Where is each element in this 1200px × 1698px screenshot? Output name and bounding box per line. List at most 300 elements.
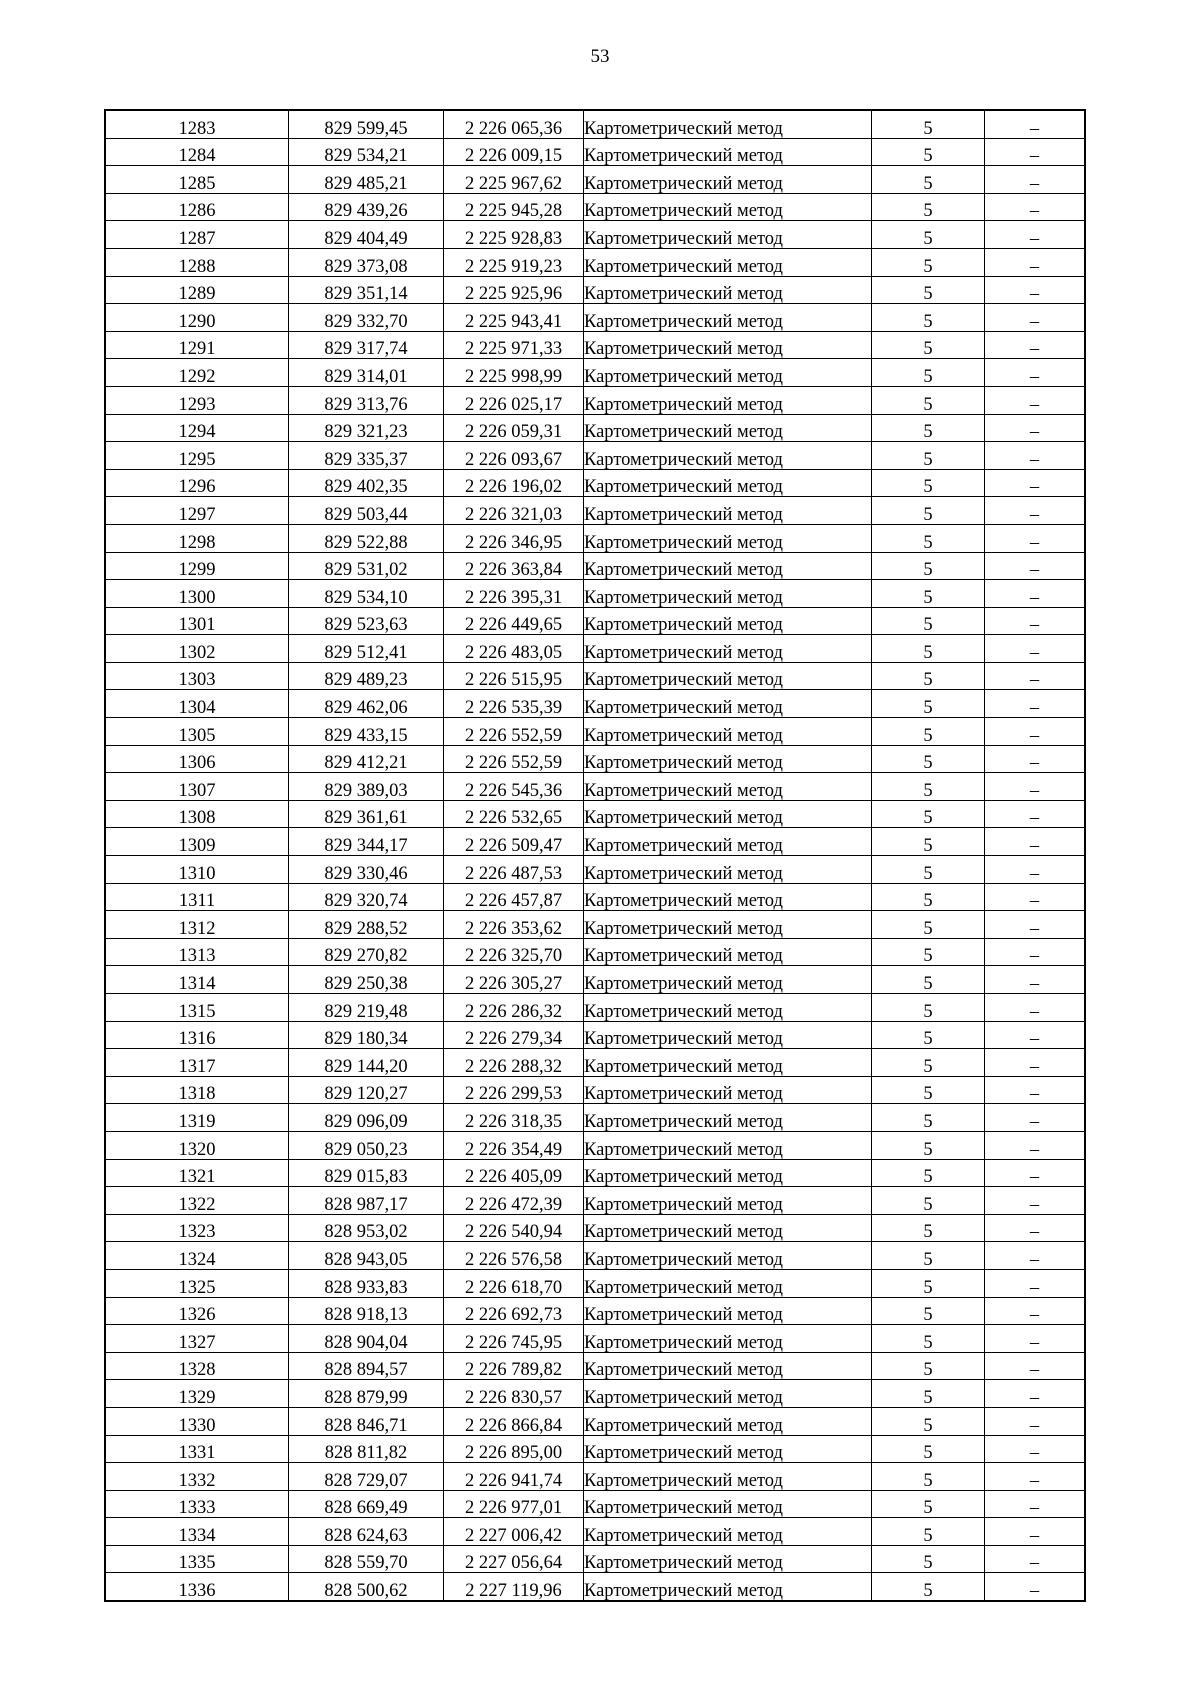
point-number-cell: 1327 bbox=[105, 1325, 289, 1353]
y-coordinate-cell: 2 225 945,28 bbox=[444, 193, 584, 221]
accuracy-cell: 5 bbox=[872, 773, 985, 801]
table-row bbox=[105, 1187, 1085, 1215]
method-cell: Картометрический метод bbox=[584, 1076, 872, 1104]
table-row bbox=[105, 552, 1085, 580]
description-cell: – bbox=[985, 276, 1086, 304]
description-cell: – bbox=[985, 828, 1086, 856]
table-row bbox=[105, 386, 1085, 414]
point-number-cell: 1334 bbox=[105, 1518, 289, 1546]
accuracy-cell: 5 bbox=[872, 166, 985, 194]
x-coordinate-cell: 829 180,34 bbox=[289, 1021, 444, 1049]
table-row bbox=[105, 414, 1085, 442]
x-coordinate-cell: 828 894,57 bbox=[289, 1352, 444, 1380]
table-row bbox=[105, 580, 1085, 608]
y-coordinate-cell: 2 226 692,73 bbox=[444, 1297, 584, 1325]
x-coordinate-cell: 829 344,17 bbox=[289, 828, 444, 856]
table-row bbox=[105, 1407, 1085, 1435]
x-coordinate-cell: 828 987,17 bbox=[289, 1187, 444, 1215]
point-number-cell: 1291 bbox=[105, 331, 289, 359]
point-number-cell: 1326 bbox=[105, 1297, 289, 1325]
point-number-cell: 1310 bbox=[105, 856, 289, 884]
description-cell: – bbox=[985, 994, 1086, 1022]
method-cell: Картометрический метод bbox=[584, 994, 872, 1022]
method-cell: Картометрический метод bbox=[584, 1407, 872, 1435]
method-cell: Картометрический метод bbox=[584, 1242, 872, 1270]
method-cell: Картометрический метод bbox=[584, 1297, 872, 1325]
table-row bbox=[105, 1380, 1085, 1408]
description-cell: – bbox=[985, 1325, 1086, 1353]
point-number-cell: 1283 bbox=[105, 110, 289, 138]
y-coordinate-cell: 2 226 789,82 bbox=[444, 1352, 584, 1380]
accuracy-cell: 5 bbox=[872, 386, 985, 414]
x-coordinate-cell: 829 330,46 bbox=[289, 856, 444, 884]
table-row bbox=[105, 745, 1085, 773]
x-coordinate-cell: 829 270,82 bbox=[289, 938, 444, 966]
y-coordinate-cell: 2 226 941,74 bbox=[444, 1463, 584, 1491]
coordinates-table bbox=[104, 109, 1086, 1602]
table-row bbox=[105, 1049, 1085, 1077]
y-coordinate-cell: 2 226 830,57 bbox=[444, 1380, 584, 1408]
point-number-cell: 1321 bbox=[105, 1159, 289, 1187]
accuracy-cell: 5 bbox=[872, 1380, 985, 1408]
method-cell: Картометрический метод bbox=[584, 1131, 872, 1159]
description-cell: – bbox=[985, 497, 1086, 525]
point-number-cell: 1304 bbox=[105, 690, 289, 718]
point-number-cell: 1309 bbox=[105, 828, 289, 856]
y-coordinate-cell: 2 226 025,17 bbox=[444, 386, 584, 414]
point-number-cell: 1293 bbox=[105, 386, 289, 414]
y-coordinate-cell: 2 226 288,32 bbox=[444, 1049, 584, 1077]
point-number-cell: 1297 bbox=[105, 497, 289, 525]
x-coordinate-cell: 829 321,23 bbox=[289, 414, 444, 442]
table-row bbox=[105, 856, 1085, 884]
table-row bbox=[105, 1021, 1085, 1049]
method-cell: Картометрический метод bbox=[584, 304, 872, 332]
method-cell: Картометрический метод bbox=[584, 690, 872, 718]
accuracy-cell: 5 bbox=[872, 442, 985, 470]
description-cell: – bbox=[985, 359, 1086, 387]
description-cell: – bbox=[985, 1573, 1086, 1601]
accuracy-cell: 5 bbox=[872, 1435, 985, 1463]
description-cell: – bbox=[985, 800, 1086, 828]
point-number-cell: 1332 bbox=[105, 1463, 289, 1491]
point-number-cell: 1320 bbox=[105, 1131, 289, 1159]
coordinates-table-body bbox=[105, 110, 1085, 1601]
method-cell: Картометрический метод bbox=[584, 1187, 872, 1215]
description-cell: – bbox=[985, 1490, 1086, 1518]
x-coordinate-cell: 828 933,83 bbox=[289, 1269, 444, 1297]
x-coordinate-cell: 829 335,37 bbox=[289, 442, 444, 470]
table-row bbox=[105, 607, 1085, 635]
y-coordinate-cell: 2 225 928,83 bbox=[444, 221, 584, 249]
table-row bbox=[105, 1573, 1085, 1601]
point-number-cell: 1317 bbox=[105, 1049, 289, 1077]
description-cell: – bbox=[985, 1131, 1086, 1159]
x-coordinate-cell: 829 314,01 bbox=[289, 359, 444, 387]
accuracy-cell: 5 bbox=[872, 1407, 985, 1435]
accuracy-cell: 5 bbox=[872, 1269, 985, 1297]
table-row bbox=[105, 966, 1085, 994]
description-cell: – bbox=[985, 1076, 1086, 1104]
table-row bbox=[105, 193, 1085, 221]
table-row bbox=[105, 1242, 1085, 1270]
description-cell: – bbox=[985, 773, 1086, 801]
accuracy-cell: 5 bbox=[872, 110, 985, 138]
y-coordinate-cell: 2 225 919,23 bbox=[444, 248, 584, 276]
accuracy-cell: 5 bbox=[872, 221, 985, 249]
y-coordinate-cell: 2 226 552,59 bbox=[444, 745, 584, 773]
x-coordinate-cell: 829 120,27 bbox=[289, 1076, 444, 1104]
y-coordinate-cell: 2 226 745,95 bbox=[444, 1325, 584, 1353]
description-cell: – bbox=[985, 1159, 1086, 1187]
description-cell: – bbox=[985, 1463, 1086, 1491]
description-cell: – bbox=[985, 414, 1086, 442]
method-cell: Картометрический метод bbox=[584, 524, 872, 552]
table-row bbox=[105, 800, 1085, 828]
point-number-cell: 1318 bbox=[105, 1076, 289, 1104]
table-row bbox=[105, 304, 1085, 332]
method-cell: Картометрический метод bbox=[584, 773, 872, 801]
y-coordinate-cell: 2 226 457,87 bbox=[444, 883, 584, 911]
point-number-cell: 1335 bbox=[105, 1545, 289, 1573]
accuracy-cell: 5 bbox=[872, 1518, 985, 1546]
table-row bbox=[105, 1297, 1085, 1325]
y-coordinate-cell: 2 226 065,36 bbox=[444, 110, 584, 138]
method-cell: Картометрический метод bbox=[584, 138, 872, 166]
page-number: 53 bbox=[590, 46, 610, 67]
x-coordinate-cell: 828 904,04 bbox=[289, 1325, 444, 1353]
description-cell: – bbox=[985, 662, 1086, 690]
point-number-cell: 1301 bbox=[105, 607, 289, 635]
y-coordinate-cell: 2 226 483,05 bbox=[444, 635, 584, 663]
y-coordinate-cell: 2 226 895,00 bbox=[444, 1435, 584, 1463]
y-coordinate-cell: 2 226 449,65 bbox=[444, 607, 584, 635]
y-coordinate-cell: 2 226 353,62 bbox=[444, 911, 584, 939]
description-cell: – bbox=[985, 1269, 1086, 1297]
method-cell: Картометрический метод bbox=[584, 580, 872, 608]
accuracy-cell: 5 bbox=[872, 1076, 985, 1104]
method-cell: Картометрический метод bbox=[584, 1463, 872, 1491]
x-coordinate-cell: 829 485,21 bbox=[289, 166, 444, 194]
y-coordinate-cell: 2 226 346,95 bbox=[444, 524, 584, 552]
method-cell: Картометрический метод bbox=[584, 221, 872, 249]
description-cell: – bbox=[985, 552, 1086, 580]
y-coordinate-cell: 2 226 515,95 bbox=[444, 662, 584, 690]
point-number-cell: 1312 bbox=[105, 911, 289, 939]
description-cell: – bbox=[985, 166, 1086, 194]
x-coordinate-cell: 829 361,61 bbox=[289, 800, 444, 828]
accuracy-cell: 5 bbox=[872, 745, 985, 773]
description-cell: – bbox=[985, 248, 1086, 276]
y-coordinate-cell: 2 226 363,84 bbox=[444, 552, 584, 580]
y-coordinate-cell: 2 227 056,64 bbox=[444, 1545, 584, 1573]
point-number-cell: 1331 bbox=[105, 1435, 289, 1463]
y-coordinate-cell: 2 226 299,53 bbox=[444, 1076, 584, 1104]
method-cell: Картометрический метод bbox=[584, 966, 872, 994]
method-cell: Картометрический метод bbox=[584, 414, 872, 442]
y-coordinate-cell: 2 226 305,27 bbox=[444, 966, 584, 994]
point-number-cell: 1298 bbox=[105, 524, 289, 552]
method-cell: Картометрический метод bbox=[584, 1104, 872, 1132]
x-coordinate-cell: 829 412,21 bbox=[289, 745, 444, 773]
y-coordinate-cell: 2 225 943,41 bbox=[444, 304, 584, 332]
description-cell: – bbox=[985, 1214, 1086, 1242]
y-coordinate-cell: 2 226 552,59 bbox=[444, 718, 584, 746]
x-coordinate-cell: 828 811,82 bbox=[289, 1435, 444, 1463]
description-cell: – bbox=[985, 1435, 1086, 1463]
accuracy-cell: 5 bbox=[872, 497, 985, 525]
accuracy-cell: 5 bbox=[872, 1159, 985, 1187]
x-coordinate-cell: 828 500,62 bbox=[289, 1573, 444, 1601]
y-coordinate-cell: 2 225 971,33 bbox=[444, 331, 584, 359]
point-number-cell: 1314 bbox=[105, 966, 289, 994]
method-cell: Картометрический метод bbox=[584, 635, 872, 663]
x-coordinate-cell: 829 351,14 bbox=[289, 276, 444, 304]
accuracy-cell: 5 bbox=[872, 662, 985, 690]
point-number-cell: 1303 bbox=[105, 662, 289, 690]
y-coordinate-cell: 2 226 405,09 bbox=[444, 1159, 584, 1187]
x-coordinate-cell: 829 402,35 bbox=[289, 469, 444, 497]
description-cell: – bbox=[985, 938, 1086, 966]
point-number-cell: 1287 bbox=[105, 221, 289, 249]
method-cell: Картометрический метод bbox=[584, 469, 872, 497]
x-coordinate-cell: 829 320,74 bbox=[289, 883, 444, 911]
description-cell: – bbox=[985, 331, 1086, 359]
table-row bbox=[105, 1214, 1085, 1242]
description-cell: – bbox=[985, 110, 1086, 138]
x-coordinate-cell: 828 669,49 bbox=[289, 1490, 444, 1518]
method-cell: Картометрический метод bbox=[584, 166, 872, 194]
accuracy-cell: 5 bbox=[872, 331, 985, 359]
accuracy-cell: 5 bbox=[872, 1214, 985, 1242]
x-coordinate-cell: 828 879,99 bbox=[289, 1380, 444, 1408]
accuracy-cell: 5 bbox=[872, 1545, 985, 1573]
table-row bbox=[105, 718, 1085, 746]
point-number-cell: 1299 bbox=[105, 552, 289, 580]
x-coordinate-cell: 829 531,02 bbox=[289, 552, 444, 580]
table-row bbox=[105, 773, 1085, 801]
table-row bbox=[105, 497, 1085, 525]
accuracy-cell: 5 bbox=[872, 994, 985, 1022]
method-cell: Картометрический метод bbox=[584, 800, 872, 828]
method-cell: Картометрический метод bbox=[584, 1545, 872, 1573]
point-number-cell: 1333 bbox=[105, 1490, 289, 1518]
accuracy-cell: 5 bbox=[872, 883, 985, 911]
method-cell: Картометрический метод bbox=[584, 552, 872, 580]
description-cell: – bbox=[985, 469, 1086, 497]
table-row bbox=[105, 1131, 1085, 1159]
method-cell: Картометрический метод bbox=[584, 607, 872, 635]
description-cell: – bbox=[985, 635, 1086, 663]
method-cell: Картометрический метод bbox=[584, 745, 872, 773]
accuracy-cell: 5 bbox=[872, 1352, 985, 1380]
point-number-cell: 1315 bbox=[105, 994, 289, 1022]
y-coordinate-cell: 2 226 395,31 bbox=[444, 580, 584, 608]
point-number-cell: 1319 bbox=[105, 1104, 289, 1132]
accuracy-cell: 5 bbox=[872, 828, 985, 856]
point-number-cell: 1305 bbox=[105, 718, 289, 746]
point-number-cell: 1324 bbox=[105, 1242, 289, 1270]
point-number-cell: 1329 bbox=[105, 1380, 289, 1408]
description-cell: – bbox=[985, 718, 1086, 746]
point-number-cell: 1290 bbox=[105, 304, 289, 332]
accuracy-cell: 5 bbox=[872, 607, 985, 635]
accuracy-cell: 5 bbox=[872, 1104, 985, 1132]
y-coordinate-cell: 2 226 279,34 bbox=[444, 1021, 584, 1049]
accuracy-cell: 5 bbox=[872, 800, 985, 828]
description-cell: – bbox=[985, 1049, 1086, 1077]
description-cell: – bbox=[985, 524, 1086, 552]
method-cell: Картометрический метод bbox=[584, 1352, 872, 1380]
x-coordinate-cell: 829 096,09 bbox=[289, 1104, 444, 1132]
point-number-cell: 1336 bbox=[105, 1573, 289, 1601]
table-row bbox=[105, 1104, 1085, 1132]
description-cell: – bbox=[985, 1518, 1086, 1546]
method-cell: Картометрический метод bbox=[584, 1159, 872, 1187]
accuracy-cell: 5 bbox=[872, 1131, 985, 1159]
accuracy-cell: 5 bbox=[872, 635, 985, 663]
method-cell: Картометрический метод bbox=[584, 1435, 872, 1463]
y-coordinate-cell: 2 226 318,35 bbox=[444, 1104, 584, 1132]
x-coordinate-cell: 829 404,49 bbox=[289, 221, 444, 249]
accuracy-cell: 5 bbox=[872, 1049, 985, 1077]
x-coordinate-cell: 828 559,70 bbox=[289, 1545, 444, 1573]
accuracy-cell: 5 bbox=[872, 359, 985, 387]
point-number-cell: 1330 bbox=[105, 1407, 289, 1435]
description-cell: – bbox=[985, 883, 1086, 911]
table-row bbox=[105, 1325, 1085, 1353]
description-cell: – bbox=[985, 1545, 1086, 1573]
y-coordinate-cell: 2 226 977,01 bbox=[444, 1490, 584, 1518]
method-cell: Картометрический метод bbox=[584, 938, 872, 966]
method-cell: Картометрический метод bbox=[584, 1269, 872, 1297]
accuracy-cell: 5 bbox=[872, 1297, 985, 1325]
table-row bbox=[105, 248, 1085, 276]
table-row bbox=[105, 110, 1085, 138]
x-coordinate-cell: 829 144,20 bbox=[289, 1049, 444, 1077]
y-coordinate-cell: 2 226 509,47 bbox=[444, 828, 584, 856]
x-coordinate-cell: 828 943,05 bbox=[289, 1242, 444, 1270]
point-number-cell: 1285 bbox=[105, 166, 289, 194]
x-coordinate-cell: 828 624,63 bbox=[289, 1518, 444, 1546]
method-cell: Картометрический метод bbox=[584, 442, 872, 470]
description-cell: – bbox=[985, 1021, 1086, 1049]
y-coordinate-cell: 2 226 532,65 bbox=[444, 800, 584, 828]
table-row bbox=[105, 1463, 1085, 1491]
y-coordinate-cell: 2 226 325,70 bbox=[444, 938, 584, 966]
y-coordinate-cell: 2 226 354,49 bbox=[444, 1131, 584, 1159]
method-cell: Картометрический метод bbox=[584, 193, 872, 221]
y-coordinate-cell: 2 226 540,94 bbox=[444, 1214, 584, 1242]
method-cell: Картометрический метод bbox=[584, 497, 872, 525]
method-cell: Картометрический метод bbox=[584, 248, 872, 276]
method-cell: Картометрический метод bbox=[584, 1518, 872, 1546]
description-cell: – bbox=[985, 911, 1086, 939]
x-coordinate-cell: 828 846,71 bbox=[289, 1407, 444, 1435]
description-cell: – bbox=[985, 1297, 1086, 1325]
point-number-cell: 1288 bbox=[105, 248, 289, 276]
point-number-cell: 1286 bbox=[105, 193, 289, 221]
method-cell: Картометрический метод bbox=[584, 359, 872, 387]
table-row bbox=[105, 359, 1085, 387]
y-coordinate-cell: 2 225 998,99 bbox=[444, 359, 584, 387]
method-cell: Картометрический метод bbox=[584, 386, 872, 414]
y-coordinate-cell: 2 226 576,58 bbox=[444, 1242, 584, 1270]
description-cell: – bbox=[985, 442, 1086, 470]
accuracy-cell: 5 bbox=[872, 938, 985, 966]
y-coordinate-cell: 2 226 059,31 bbox=[444, 414, 584, 442]
description-cell: – bbox=[985, 1242, 1086, 1270]
table-row bbox=[105, 469, 1085, 497]
accuracy-cell: 5 bbox=[872, 690, 985, 718]
x-coordinate-cell: 829 250,38 bbox=[289, 966, 444, 994]
y-coordinate-cell: 2 226 093,67 bbox=[444, 442, 584, 470]
accuracy-cell: 5 bbox=[872, 966, 985, 994]
method-cell: Картометрический метод bbox=[584, 1325, 872, 1353]
accuracy-cell: 5 bbox=[872, 911, 985, 939]
description-cell: – bbox=[985, 607, 1086, 635]
description-cell: – bbox=[985, 386, 1086, 414]
accuracy-cell: 5 bbox=[872, 193, 985, 221]
table-row bbox=[105, 1490, 1085, 1518]
table-row bbox=[105, 1269, 1085, 1297]
x-coordinate-cell: 829 599,45 bbox=[289, 110, 444, 138]
accuracy-cell: 5 bbox=[872, 524, 985, 552]
point-number-cell: 1289 bbox=[105, 276, 289, 304]
y-coordinate-cell: 2 226 866,84 bbox=[444, 1407, 584, 1435]
point-number-cell: 1294 bbox=[105, 414, 289, 442]
y-coordinate-cell: 2 225 967,62 bbox=[444, 166, 584, 194]
x-coordinate-cell: 828 729,07 bbox=[289, 1463, 444, 1491]
x-coordinate-cell: 829 313,76 bbox=[289, 386, 444, 414]
point-number-cell: 1323 bbox=[105, 1214, 289, 1242]
method-cell: Картометрический метод bbox=[584, 1049, 872, 1077]
y-coordinate-cell: 2 227 119,96 bbox=[444, 1573, 584, 1601]
table-row bbox=[105, 221, 1085, 249]
description-cell: – bbox=[985, 690, 1086, 718]
accuracy-cell: 5 bbox=[872, 1242, 985, 1270]
table-row bbox=[105, 138, 1085, 166]
accuracy-cell: 5 bbox=[872, 580, 985, 608]
y-coordinate-cell: 2 226 535,39 bbox=[444, 690, 584, 718]
x-coordinate-cell: 829 512,41 bbox=[289, 635, 444, 663]
description-cell: – bbox=[985, 1380, 1086, 1408]
table-row bbox=[105, 662, 1085, 690]
table-row bbox=[105, 1435, 1085, 1463]
y-coordinate-cell: 2 225 925,96 bbox=[444, 276, 584, 304]
x-coordinate-cell: 829 288,52 bbox=[289, 911, 444, 939]
table-row bbox=[105, 690, 1085, 718]
y-coordinate-cell: 2 226 321,03 bbox=[444, 497, 584, 525]
y-coordinate-cell: 2 226 487,53 bbox=[444, 856, 584, 884]
method-cell: Картометрический метод bbox=[584, 911, 872, 939]
table-row bbox=[105, 635, 1085, 663]
accuracy-cell: 5 bbox=[872, 1021, 985, 1049]
method-cell: Картометрический метод bbox=[584, 718, 872, 746]
accuracy-cell: 5 bbox=[872, 248, 985, 276]
accuracy-cell: 5 bbox=[872, 469, 985, 497]
method-cell: Картометрический метод bbox=[584, 331, 872, 359]
x-coordinate-cell: 829 439,26 bbox=[289, 193, 444, 221]
description-cell: – bbox=[985, 966, 1086, 994]
x-coordinate-cell: 829 489,23 bbox=[289, 662, 444, 690]
point-number-cell: 1292 bbox=[105, 359, 289, 387]
description-cell: – bbox=[985, 1352, 1086, 1380]
description-cell: – bbox=[985, 1407, 1086, 1435]
table-row bbox=[105, 331, 1085, 359]
table-row bbox=[105, 1518, 1085, 1546]
point-number-cell: 1300 bbox=[105, 580, 289, 608]
